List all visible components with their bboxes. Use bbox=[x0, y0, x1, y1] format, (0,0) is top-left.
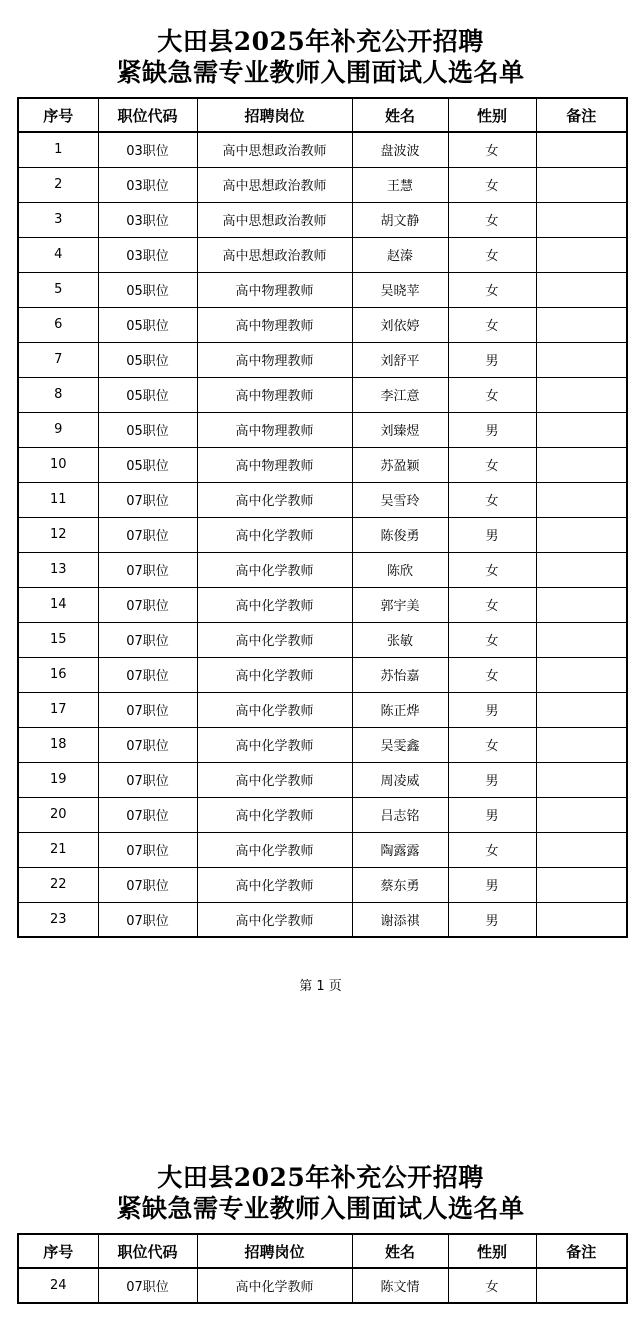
cell-no: 16 bbox=[18, 657, 98, 692]
cell-no: 3 bbox=[18, 202, 98, 237]
cell-name: 刘臻煜 bbox=[352, 412, 448, 447]
cell-name: 张敏 bbox=[352, 622, 448, 657]
cell-post: 高中物理教师 bbox=[197, 412, 352, 447]
cell-post: 高中化学教师 bbox=[197, 517, 352, 552]
table-row bbox=[18, 517, 627, 552]
cell-note bbox=[536, 692, 627, 727]
cell-name: 周凌威 bbox=[352, 762, 448, 797]
cell-post: 高中化学教师 bbox=[197, 1268, 352, 1303]
cell-gender: 女 bbox=[448, 832, 536, 867]
cell-code: 05职位 bbox=[98, 272, 197, 307]
header-name: 姓名 bbox=[352, 1234, 448, 1268]
table-row bbox=[18, 412, 627, 447]
cell-code: 07职位 bbox=[98, 587, 197, 622]
cell-note bbox=[536, 622, 627, 657]
cell-note bbox=[536, 132, 627, 167]
cell-code: 07职位 bbox=[98, 517, 197, 552]
cell-no: 24 bbox=[18, 1268, 98, 1303]
cell-no: 17 bbox=[18, 692, 98, 727]
cell-gender: 男 bbox=[448, 412, 536, 447]
header-post: 招聘岗位 bbox=[197, 1234, 352, 1268]
cell-post: 高中思想政治教师 bbox=[197, 237, 352, 272]
cell-post: 高中化学教师 bbox=[197, 552, 352, 587]
cell-name: 李江意 bbox=[352, 377, 448, 412]
cell-code: 07职位 bbox=[98, 762, 197, 797]
cell-note bbox=[536, 237, 627, 272]
cell-no: 15 bbox=[18, 622, 98, 657]
cell-no: 9 bbox=[18, 412, 98, 447]
table-row bbox=[18, 797, 627, 832]
page1-title-line2: 紧缺急需专业教师入围面试人选名单 bbox=[116, 58, 525, 87]
cell-post: 高中物理教师 bbox=[197, 447, 352, 482]
cell-post: 高中物理教师 bbox=[197, 342, 352, 377]
cell-gender: 女 bbox=[448, 167, 536, 202]
table-header-row bbox=[18, 1234, 627, 1268]
header-gender: 性别 bbox=[448, 98, 536, 132]
table-row bbox=[18, 237, 627, 272]
cell-post: 高中化学教师 bbox=[197, 762, 352, 797]
page1-title-line1: 大田县2025年补充公开招聘 bbox=[157, 27, 484, 56]
cell-no: 19 bbox=[18, 762, 98, 797]
table-row bbox=[18, 202, 627, 237]
cell-code: 05职位 bbox=[98, 412, 197, 447]
cell-name: 吴雯鑫 bbox=[352, 727, 448, 762]
table-row bbox=[18, 727, 627, 762]
cell-post: 高中思想政治教师 bbox=[197, 132, 352, 167]
cell-no: 14 bbox=[18, 587, 98, 622]
cell-code: 07职位 bbox=[98, 657, 197, 692]
header-no: 序号 bbox=[18, 98, 98, 132]
cell-name: 胡文静 bbox=[352, 202, 448, 237]
cell-name: 陶露露 bbox=[352, 832, 448, 867]
candidate-table-page1 bbox=[17, 97, 628, 938]
cell-post: 高中物理教师 bbox=[197, 377, 352, 412]
table-row bbox=[18, 377, 627, 412]
cell-note bbox=[536, 342, 627, 377]
candidate-table-page2 bbox=[17, 1233, 628, 1304]
header-code: 职位代码 bbox=[98, 1234, 197, 1268]
cell-gender: 男 bbox=[448, 902, 536, 937]
cell-post: 高中化学教师 bbox=[197, 692, 352, 727]
page2-title-line2: 紧缺急需专业教师入围面试人选名单 bbox=[116, 1194, 525, 1223]
cell-name: 苏盈颖 bbox=[352, 447, 448, 482]
cell-no: 8 bbox=[18, 377, 98, 412]
cell-gender: 女 bbox=[448, 202, 536, 237]
cell-gender: 女 bbox=[448, 307, 536, 342]
cell-name: 谢添祺 bbox=[352, 902, 448, 937]
cell-no: 1 bbox=[18, 132, 98, 167]
cell-name: 吕志铭 bbox=[352, 797, 448, 832]
cell-gender: 男 bbox=[448, 692, 536, 727]
cell-post: 高中思想政治教师 bbox=[197, 202, 352, 237]
cell-gender: 女 bbox=[448, 622, 536, 657]
cell-gender: 女 bbox=[448, 132, 536, 167]
cell-code: 07职位 bbox=[98, 692, 197, 727]
cell-no: 2 bbox=[18, 167, 98, 202]
table-row bbox=[18, 622, 627, 657]
cell-post: 高中化学教师 bbox=[197, 832, 352, 867]
cell-code: 07职位 bbox=[98, 482, 197, 517]
cell-note bbox=[536, 727, 627, 762]
cell-note bbox=[536, 1268, 627, 1303]
cell-post: 高中化学教师 bbox=[197, 587, 352, 622]
cell-no: 5 bbox=[18, 272, 98, 307]
cell-note bbox=[536, 412, 627, 447]
cell-name: 刘依婷 bbox=[352, 307, 448, 342]
table-row bbox=[18, 692, 627, 727]
page2-title-line1: 大田县2025年补充公开招聘 bbox=[157, 1163, 484, 1192]
table-row bbox=[18, 272, 627, 307]
cell-name: 陈文情 bbox=[352, 1268, 448, 1303]
cell-name: 盘波波 bbox=[352, 132, 448, 167]
cell-no: 20 bbox=[18, 797, 98, 832]
cell-name: 苏怡嘉 bbox=[352, 657, 448, 692]
cell-gender: 女 bbox=[448, 377, 536, 412]
cell-no: 13 bbox=[18, 552, 98, 587]
header-note: 备注 bbox=[536, 98, 627, 132]
cell-no: 4 bbox=[18, 237, 98, 272]
cell-note bbox=[536, 657, 627, 692]
cell-post: 高中化学教师 bbox=[197, 902, 352, 937]
cell-code: 07职位 bbox=[98, 832, 197, 867]
header-no: 序号 bbox=[18, 1234, 98, 1268]
cell-code: 07职位 bbox=[98, 727, 197, 762]
cell-name: 陈欣 bbox=[352, 552, 448, 587]
cell-gender: 男 bbox=[448, 762, 536, 797]
cell-code: 07职位 bbox=[98, 552, 197, 587]
cell-no: 12 bbox=[18, 517, 98, 552]
header-note: 备注 bbox=[536, 1234, 627, 1268]
cell-code: 07职位 bbox=[98, 867, 197, 902]
cell-code: 07职位 bbox=[98, 1268, 197, 1303]
cell-gender: 男 bbox=[448, 797, 536, 832]
cell-gender: 男 bbox=[448, 867, 536, 902]
table-header-row bbox=[18, 98, 627, 132]
cell-code: 07职位 bbox=[98, 622, 197, 657]
page-number: 第 1 页 bbox=[299, 979, 342, 994]
cell-post: 高中化学教师 bbox=[197, 482, 352, 517]
cell-post: 高中化学教师 bbox=[197, 622, 352, 657]
cell-post: 高中化学教师 bbox=[197, 727, 352, 762]
cell-no: 23 bbox=[18, 902, 98, 937]
cell-no: 18 bbox=[18, 727, 98, 762]
cell-no: 6 bbox=[18, 307, 98, 342]
cell-code: 03职位 bbox=[98, 237, 197, 272]
table-row bbox=[18, 762, 627, 797]
cell-note bbox=[536, 832, 627, 867]
cell-note bbox=[536, 867, 627, 902]
cell-gender: 女 bbox=[448, 237, 536, 272]
cell-gender: 男 bbox=[448, 342, 536, 377]
table-row bbox=[18, 307, 627, 342]
header-post: 招聘岗位 bbox=[197, 98, 352, 132]
cell-no: 10 bbox=[18, 447, 98, 482]
table-row bbox=[18, 1268, 627, 1303]
cell-post: 高中物理教师 bbox=[197, 272, 352, 307]
cell-note bbox=[536, 482, 627, 517]
cell-gender: 女 bbox=[448, 482, 536, 517]
cell-note bbox=[536, 167, 627, 202]
table-row bbox=[18, 552, 627, 587]
cell-gender: 男 bbox=[448, 517, 536, 552]
table-row bbox=[18, 832, 627, 867]
cell-gender: 女 bbox=[448, 657, 536, 692]
cell-code: 05职位 bbox=[98, 342, 197, 377]
cell-note bbox=[536, 202, 627, 237]
cell-name: 吴雪玲 bbox=[352, 482, 448, 517]
cell-note bbox=[536, 902, 627, 937]
cell-gender: 女 bbox=[448, 272, 536, 307]
cell-no: 22 bbox=[18, 867, 98, 902]
cell-code: 03职位 bbox=[98, 202, 197, 237]
cell-note bbox=[536, 272, 627, 307]
table-row bbox=[18, 867, 627, 902]
table-row bbox=[18, 902, 627, 937]
table-row bbox=[18, 447, 627, 482]
cell-gender: 女 bbox=[448, 552, 536, 587]
cell-name: 赵溱 bbox=[352, 237, 448, 272]
cell-gender: 女 bbox=[448, 727, 536, 762]
cell-name: 陈正烨 bbox=[352, 692, 448, 727]
cell-post: 高中物理教师 bbox=[197, 307, 352, 342]
cell-name: 吴晓苹 bbox=[352, 272, 448, 307]
header-name: 姓名 bbox=[352, 98, 448, 132]
cell-gender: 女 bbox=[448, 447, 536, 482]
cell-no: 11 bbox=[18, 482, 98, 517]
table-row bbox=[18, 167, 627, 202]
cell-code: 07职位 bbox=[98, 797, 197, 832]
header-gender: 性别 bbox=[448, 1234, 536, 1268]
cell-note bbox=[536, 587, 627, 622]
cell-code: 05职位 bbox=[98, 307, 197, 342]
cell-code: 07职位 bbox=[98, 902, 197, 937]
cell-note bbox=[536, 797, 627, 832]
cell-code: 05职位 bbox=[98, 447, 197, 482]
cell-name: 蔡东勇 bbox=[352, 867, 448, 902]
cell-note bbox=[536, 762, 627, 797]
cell-code: 05职位 bbox=[98, 377, 197, 412]
cell-gender: 女 bbox=[448, 587, 536, 622]
cell-note bbox=[536, 447, 627, 482]
table-row bbox=[18, 132, 627, 167]
cell-code: 03职位 bbox=[98, 132, 197, 167]
cell-no: 7 bbox=[18, 342, 98, 377]
header-code: 职位代码 bbox=[98, 98, 197, 132]
cell-name: 陈俊勇 bbox=[352, 517, 448, 552]
cell-post: 高中化学教师 bbox=[197, 867, 352, 902]
table-row bbox=[18, 482, 627, 517]
cell-name: 郭宇美 bbox=[352, 587, 448, 622]
cell-code: 03职位 bbox=[98, 167, 197, 202]
cell-note bbox=[536, 307, 627, 342]
cell-post: 高中化学教师 bbox=[197, 657, 352, 692]
cell-name: 刘舒平 bbox=[352, 342, 448, 377]
table-row bbox=[18, 587, 627, 622]
cell-post: 高中化学教师 bbox=[197, 797, 352, 832]
table-row bbox=[18, 342, 627, 377]
cell-no: 21 bbox=[18, 832, 98, 867]
cell-name: 王慧 bbox=[352, 167, 448, 202]
cell-post: 高中思想政治教师 bbox=[197, 167, 352, 202]
cell-gender: 女 bbox=[448, 1268, 536, 1303]
cell-note bbox=[536, 517, 627, 552]
cell-note bbox=[536, 552, 627, 587]
table-row bbox=[18, 657, 627, 692]
cell-note bbox=[536, 377, 627, 412]
